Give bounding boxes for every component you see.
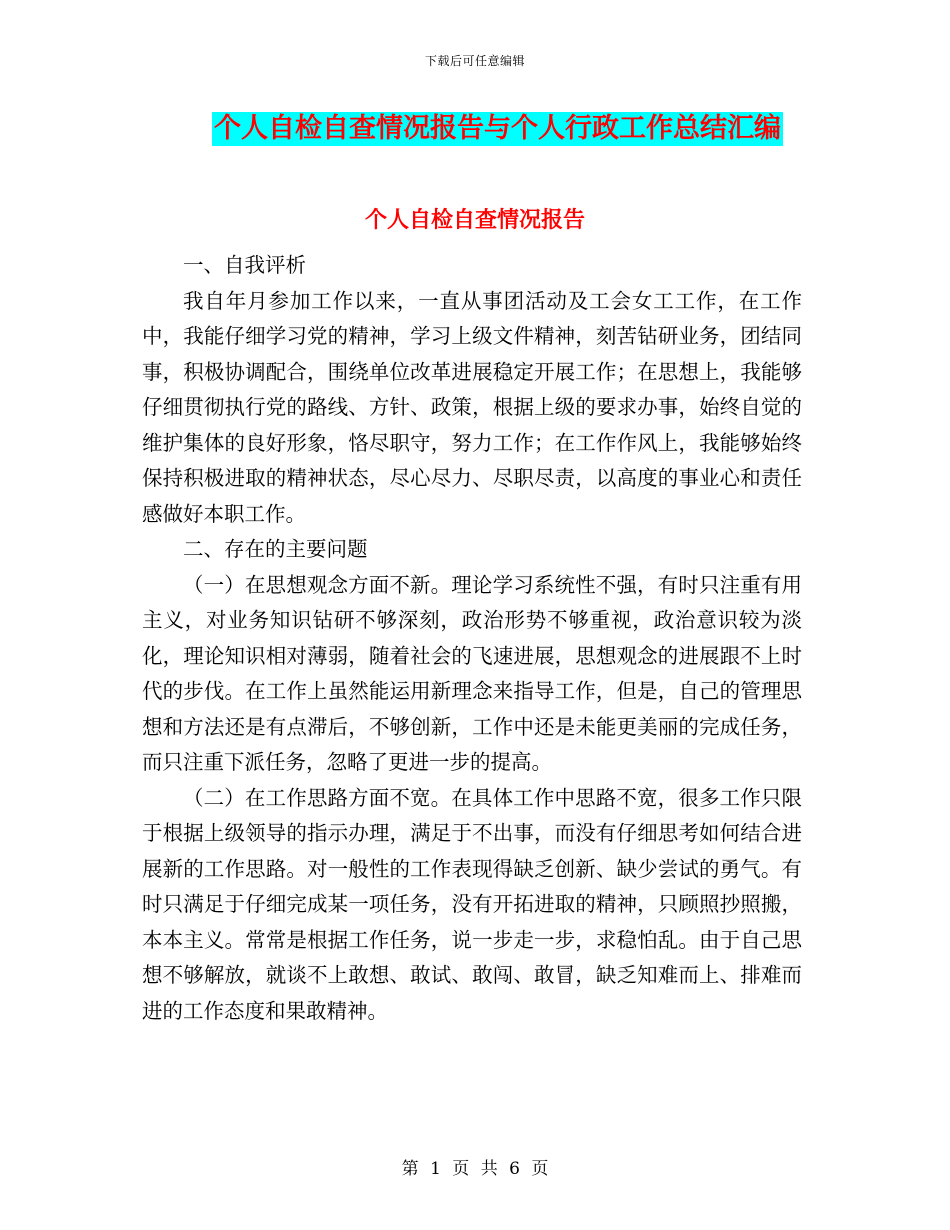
page-footer: 第 1 页 共 6 页	[401, 1159, 549, 1179]
paragraph-self-assessment: 我自年月参加工作以来，一直从事团活动及工会女工工作，在工作中，我能仔细学习党的精神，学习上级文件精神，刻苦钻研业务，团结同事，积极协调配合，围绕单位改革进展稳定开展工作；在思想上，我能够仔细贯彻执行党的路线、方针、政策，根据上级的要求办事，始终自觉的维护集体的良好形象，恪尽职守，努力工作；在工作作风上，我能够始终保持积极进取的精神状态，尽心尽力、尽职尽责，以高度的事业心和责任感做好本职工作。	[142, 288, 802, 526]
main-title-container	[0, 112, 950, 146]
paragraph-problem-1: （一）在思想观念方面不新。理论学习系统性不强，有时只注重有用主义，对业务知识钻研不够深刻，政治形势不够重视，政治意识较为淡化，理论知识相对薄弱，随着社会的飞速进展，思想观念的进展跟不上时代的步伐。在工作上虽然能运用新理念来指导工作，但是，自己的管理思想和方法还是有点滞后，不够创新，工作中还是未能更美丽的完成任务，而只注重下派任务，忽略了更进一步的提高。	[142, 572, 802, 774]
document-body	[142, 248, 802, 1029]
heading-main-problems: 二、存在的主要问题	[183, 537, 368, 561]
paragraph-problem-2: （二）在工作思路方面不宽。在具体工作中思路不宽，很多工作只限于根据上级领导的指示办理，满足于不出事，而没有仔细思考如何结合进展新的工作思路。对一般性的工作表现得缺乏创新、缺少尝试的勇气。有时只满足于仔细完成某一项任务，没有开拓进取的精神，只顾照抄照搬，本本主义。常常是根据工作任务，说一步走一步，求稳怕乱。由于自己思想不够解放，就谈不上敢想、敢试、敢闯、敢冒，缺乏知难而上、排难而进的工作态度和果敢精神。	[142, 785, 802, 1023]
heading-self-assessment: 一、自我评析	[183, 253, 306, 277]
header-note: 下载后可任意编辑	[424, 54, 525, 68]
main-title: 个人自检自查情况报告与个人行政工作总结汇编	[214, 113, 781, 144]
section-title: 个人自检自查情况报告	[364, 208, 585, 233]
